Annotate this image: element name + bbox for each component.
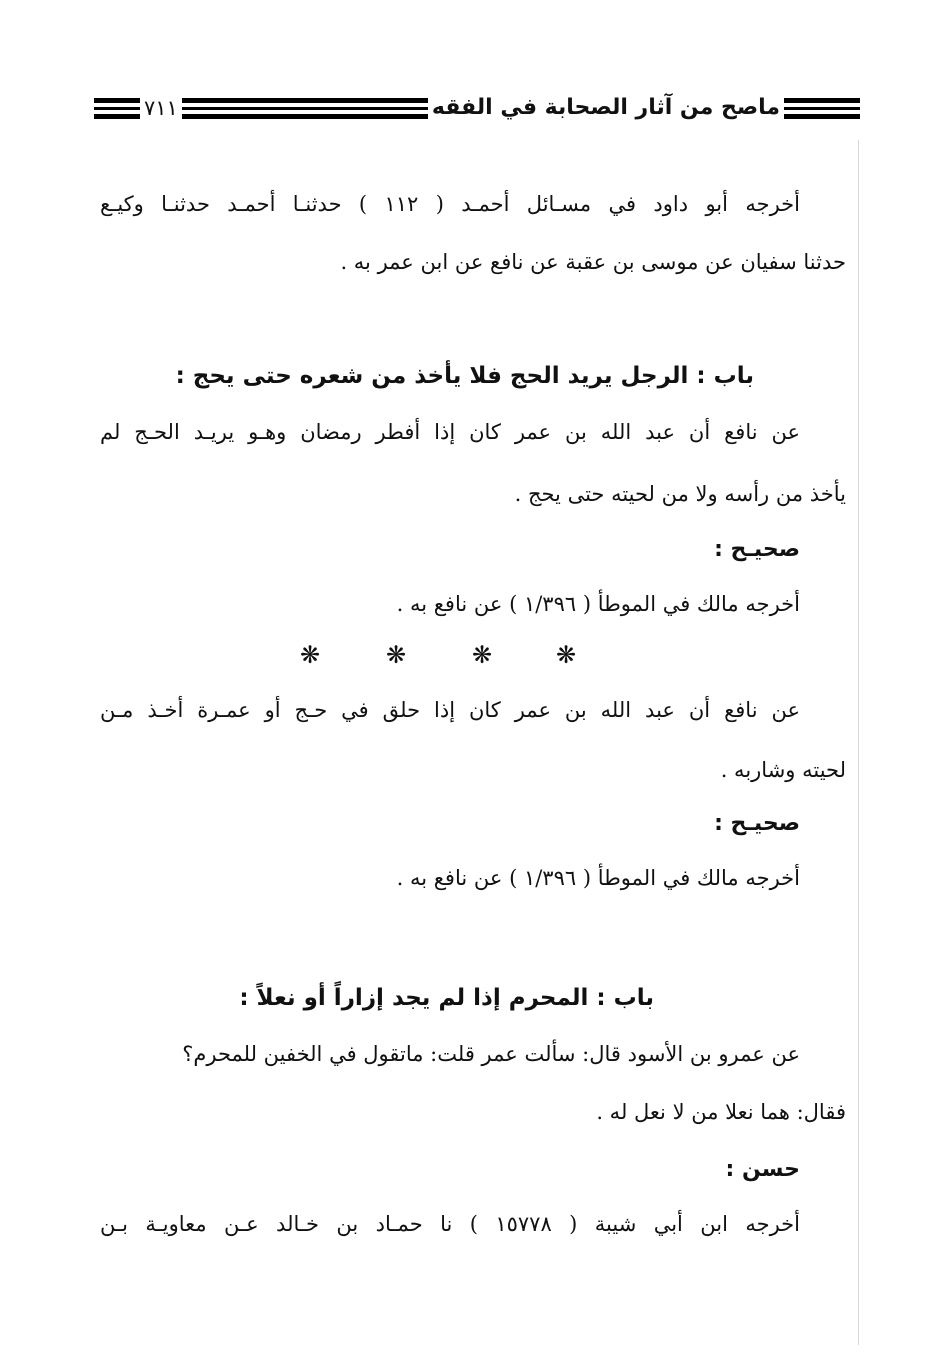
text-line: يأخذ من رأسه ولا من لحيته حتى يحج . bbox=[514, 482, 846, 506]
star-icon: ❋ bbox=[386, 641, 407, 669]
separator bbox=[300, 638, 600, 672]
chapter-heading: باب : الرجل يريد الحج فلا يأخذ من شعره حتى يحج : bbox=[175, 363, 754, 389]
text-line: أخرجه مالك في الموطأ ( ١/٣٩٦ ) عن نافع به . bbox=[396, 866, 800, 890]
book-title: ماصح من آثار الصحابة في الفقه bbox=[428, 88, 784, 128]
grading-label: صحيـح : bbox=[714, 537, 800, 562]
star-icon: ❋ bbox=[472, 641, 493, 669]
page-number: ٧١١ bbox=[140, 88, 182, 128]
margin-line bbox=[858, 140, 859, 1345]
text-line: حدثنا سفيان عن موسى بن عقبة عن نافع عن ابن عمر به . bbox=[340, 250, 846, 274]
text-line: لحيته وشاربه . bbox=[720, 758, 846, 782]
chapter-heading: باب : المحرم إذا لم يجد إزاراً أو نعلاً : bbox=[239, 985, 654, 1011]
running-header bbox=[94, 88, 860, 128]
text-line: عن عمرو بن الأسود قال: سألت عمر قلت: ماتقول في الخفين للمحرم؟ bbox=[182, 1042, 800, 1066]
text-line: فقال: هما نعلا من لا نعل له . bbox=[596, 1100, 846, 1124]
text-line: أخرجه ابن أبي شيبة ( ١٥٧٧٨ ) نا حمـاد بن خـالد عـن معاويـة بـن bbox=[100, 1212, 800, 1236]
star-icon: ❋ bbox=[300, 641, 321, 669]
text-line: أخرجه مالك في الموطأ ( ١/٣٩٦ ) عن نافع به . bbox=[396, 592, 800, 616]
grading-label: حسن : bbox=[725, 1157, 800, 1182]
text-line: عن نافع أن عبد الله بن عمر كان إذا حلق في حـج أو عمـرة أخـذ مـن bbox=[100, 698, 800, 722]
text-line: عن نافع أن عبد الله بن عمر كان إذا أفطر رمضان وهـو يريـد الحـج لم bbox=[100, 420, 800, 444]
star-icon: ❋ bbox=[556, 641, 577, 669]
text-line: أخرجه أبو داود في مسـائل أحمـد ( ١١٢ ) حدثنـا أحمـد حدثنـا وكيـع bbox=[100, 192, 800, 216]
grading-label: صحيـح : bbox=[714, 811, 800, 836]
